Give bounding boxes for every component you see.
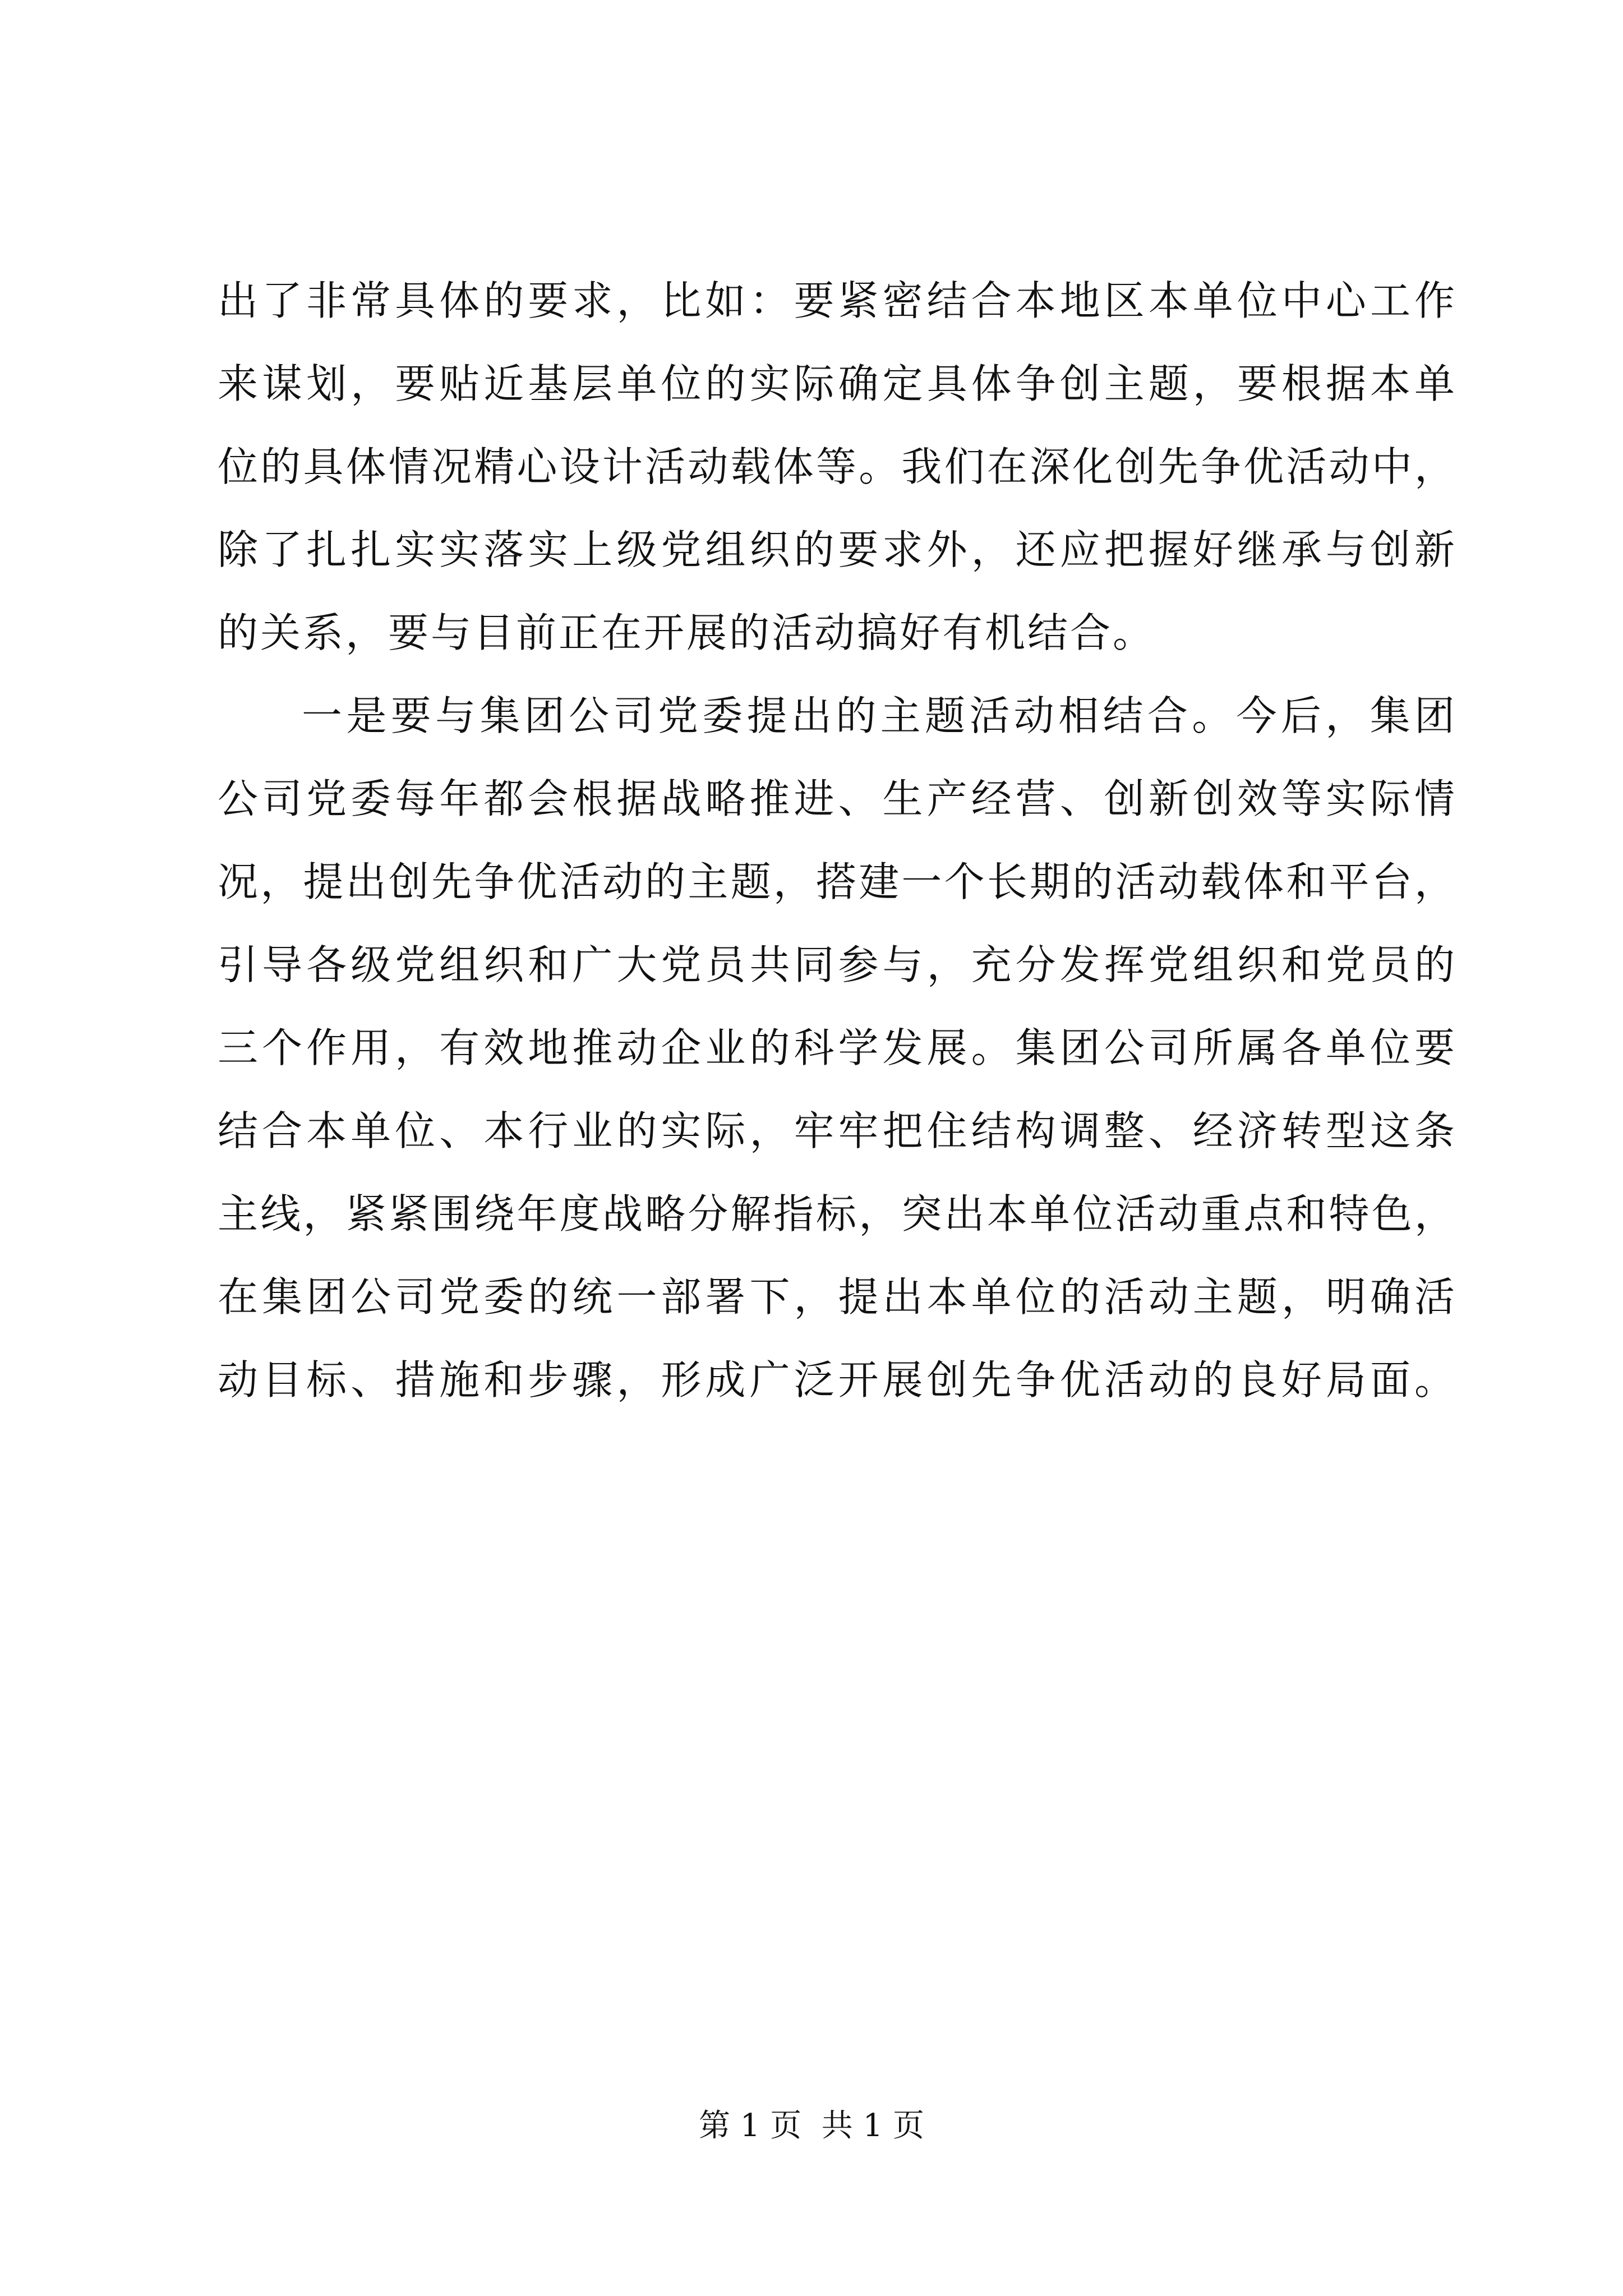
text-line-9: 引导各级党组织和广大党员共同参与，充分发挥党组织和党员的 [218,941,1457,988]
text-line-11: 结合本单位、本行业的实际，牢牢把住结构调整、经济转型这条 [218,1107,1457,1154]
text-line-8: 况，提出创先争优活动的主题，搭建一个长期的活动载体和平台， [218,858,1457,905]
body-text [218,259,1457,1421]
text-line-7: 公司党委每年都会根据战略推进、生产经营、创新创效等实际情 [218,775,1457,822]
text-line-14: 动目标、措施和步骤，形成广泛开展创先争优活动的良好局面。 [218,1356,1457,1404]
text-line-3: 位的具体情况精心设计活动载体等。我们在深化创先争优活动中， [218,443,1457,490]
text-line-13: 在集团公司党委的统一部署下，提出本单位的活动主题，明确活 [218,1273,1457,1320]
text-line-5: 的关系，要与目前正在开展的活动搞好有机结合。 [218,609,1156,656]
text-line-12: 主线，紧紧围绕年度战略分解指标，突出本单位活动重点和特色， [218,1190,1457,1237]
text-line-10: 三个作用，有效地推动企业的科学发展。集团公司所属各单位要 [218,1024,1457,1071]
text-line-4: 除了扎扎实实落实上级党组织的要求外，还应把握好继承与创新 [218,526,1457,573]
text-line-1: 出了非常具体的要求，比如：要紧密结合本地区本单位中心工作 [218,277,1457,324]
text-line-6: 一是要与集团公司党委提出的主题活动相结合。今后，集团 [302,692,1457,739]
text-line-2: 来谋划，要贴近基层单位的实际确定具体争创主题，要根据本单 [218,360,1457,407]
page-footer: 第 1 页 共 1 页 [698,2108,925,2144]
